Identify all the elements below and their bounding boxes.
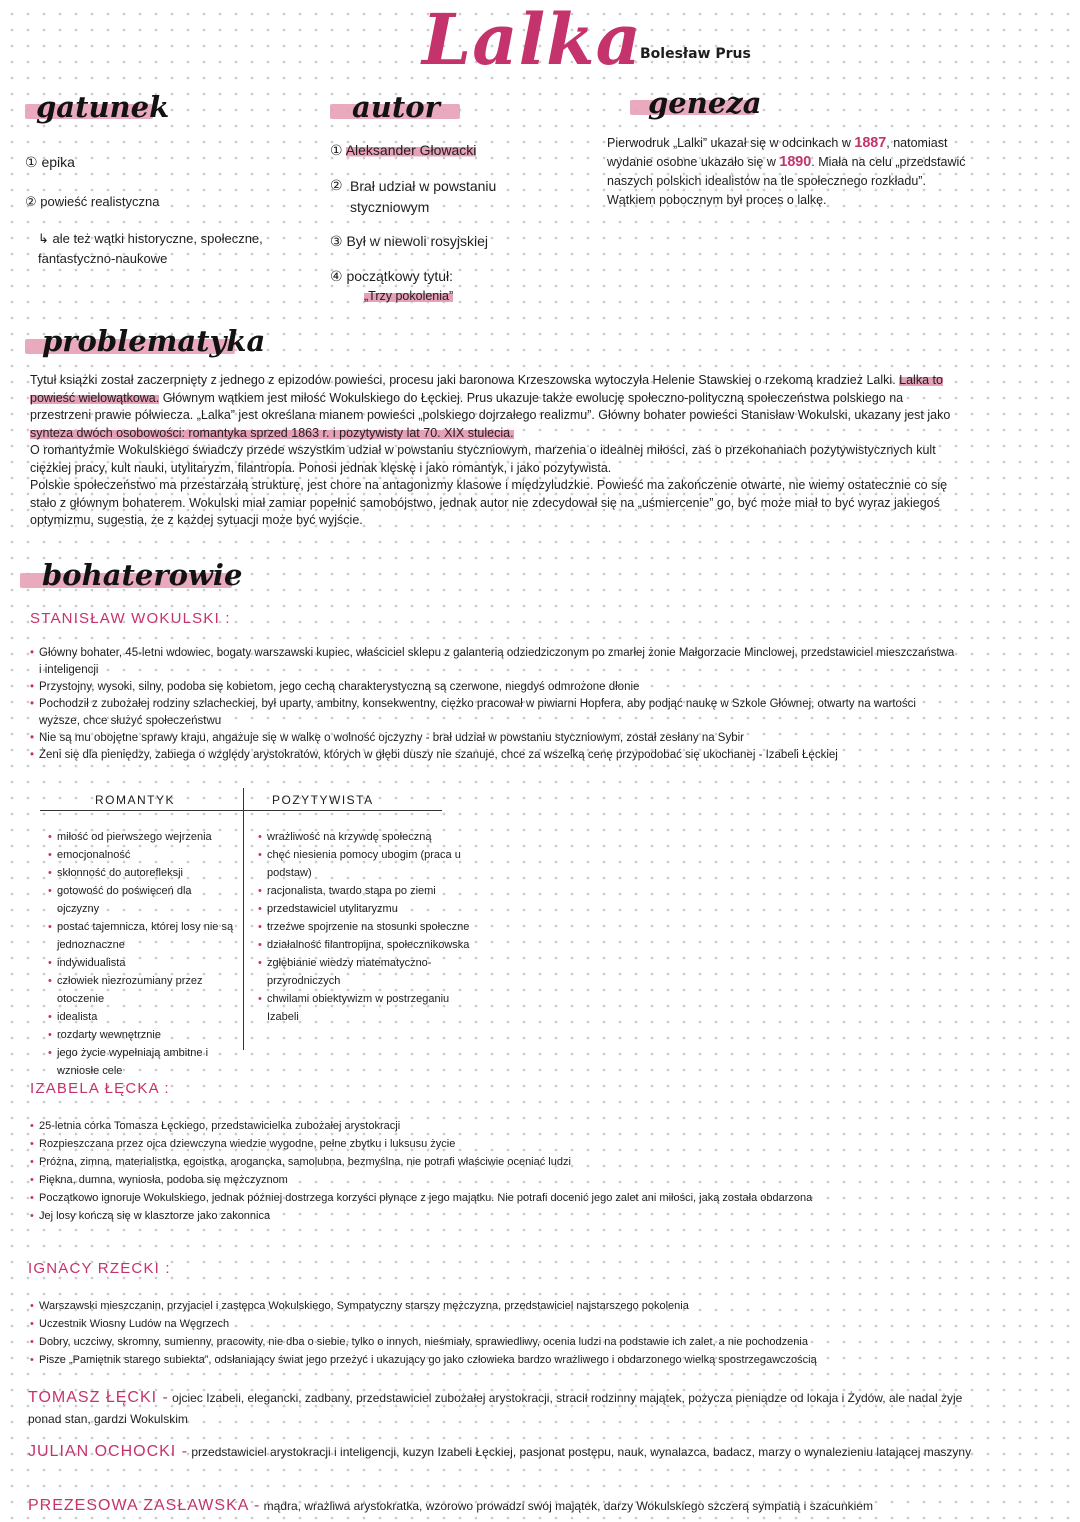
pozytywista-trait: • zgłębianie wiedzy matematyczno-przyrodniczych xyxy=(258,954,476,990)
author-subtitle: Bolesław Prus xyxy=(640,46,751,62)
author-fact: Był w niewoli rosyjskiej xyxy=(346,233,489,249)
genre-text: powieść realistyczna xyxy=(40,194,160,209)
text-segment: , natomiast wydanie osobne ukazało się w xyxy=(607,136,948,169)
romantyk-trait: • skłonność do autorefleksji xyxy=(48,864,236,882)
number-marker: ② xyxy=(25,195,37,210)
issues-text xyxy=(30,372,960,530)
number-marker: ③ xyxy=(330,234,343,250)
trait-item: • Nie są mu obojętne sprawy kraju, angażuje się w walkę o wolność ojczyzny - brał udział w powstaniu styczniowym, został zesłany na Sybir xyxy=(30,730,960,747)
character-description: ojciec Izabeli, elegancki, zadbany, przedstawiciel zubożałej arystokracji, stracił rodzinny majątek, pożycza pieniądze od lokaja i Żydów, ale nadal żyje ponad stan, gardzi Wokulskim xyxy=(28,1391,963,1426)
author-item xyxy=(330,140,476,161)
issues-paragraph xyxy=(30,477,960,530)
author-fact: Brał udział w powstaniu styczniowym xyxy=(350,178,497,215)
number-marker: ④ xyxy=(330,269,343,285)
genre-item xyxy=(25,192,160,213)
genesis-paragraph xyxy=(607,134,975,210)
romantyk-traits xyxy=(48,828,236,1080)
pozytywista-traits xyxy=(258,828,476,1026)
character-name-ochocki: JULIAN OCHOCKI - xyxy=(28,1443,189,1460)
wokulski-traits xyxy=(30,645,960,764)
trait-item: • 25-letnia córka Tomasza Łęckiego, przedstawicielka zubożałej arystokracji xyxy=(30,1117,990,1135)
pozytywista-trait: • trzeźwe spojrzenie na stosunki społeczne xyxy=(258,918,476,936)
accent-number: 1890 xyxy=(779,154,812,170)
highlighted-phrase: synteza dwóch osobowości: romantyka sprzed 1863 r. i pozytywisty lat 70. XIX stulecia. xyxy=(30,425,514,440)
column-header-pozytywista: POZYTYWISTA xyxy=(272,793,374,807)
trait-item: • Rozpieszczana przez ojca dziewczyna wiedzie wygodne, pełne zbytku i luksusu życie xyxy=(30,1135,990,1153)
pozytywista-trait: • wrażliwość na krzywdę społeczną xyxy=(258,828,476,846)
character-name-rzecki: IGNACY RZECKI : xyxy=(28,1260,171,1277)
pozytywista-trait: • działalność filantropijna, społecznikowska xyxy=(258,936,476,954)
character-name-zaslawska: PREZESOWA ZASŁAWSKA - xyxy=(28,1497,261,1514)
romantyk-trait: • gotowość do poświęceń dla ojczyzny xyxy=(48,882,236,918)
author-item xyxy=(330,176,530,218)
trait-item: • Początkowo ignoruje Wokulskiego, jednak później dostrzega korzyści płynące z jego majątku. Nie potrafi docenić jego zalet ani miłości, jaką została obdarzona xyxy=(30,1189,990,1207)
trait-item: • Pochodził z zubożałej rodziny szlacheckiej, był uparty, ambitny, konsekwentny, ciężko pracował w piwiarni Hopfera, aby podjąć naukę w Szkole Głównej, otwarty na wartości wyższe, chce służyć społeczeństwu xyxy=(30,696,960,730)
author-item xyxy=(330,231,488,252)
trait-item: • Główny bohater, 45-letni wdowiec, bogaty warszawski kupiec, właściciel sklepu z galanterią odziedziczonym po zmarłej żonie Małgorzacie Minclowej, przedstawiciel mieszczaństwa i inteligencji xyxy=(30,645,960,679)
trait-item: • Warszawski mieszczanin, przyjaciel i zastępca Wokulskiego. Sympatyczny starszy mężczyzna, przedstawiciel najstarszego pokolenia xyxy=(30,1297,1040,1315)
text-segment: Polskie społeczeństwo ma przestarzałą strukturę, jest chore na antagonizmy klasowe i międzyludzkie. Powieść ma zakończenie otwarte, nie wiemy ostatecznie co się stało z głównym bohaterem. Wokulski miał zamiar popełnić samobójstwo, jednak autor nie zdecydował się na „uśmiercenie” go, być może miał to być wyraz jakiegoś optymizmu, sugestia, że z każdej sytuacji może być wyjście. xyxy=(30,478,948,527)
romantyk-trait: • indywidualista xyxy=(48,954,236,972)
text-segment: Tytuł książki został zaczerpnięty z jednego z epizodów powieści, procesu jaki baronowa Krzeszowska wytoczyła Helenie Stawskiej o rzekomą kradzież Lalki. xyxy=(30,373,900,387)
trait-item: • Próżna, zimna, materialistka, egoistka, arogancka, samolubna, bezmyślna, nie potrafi właściwie oceniać ludzi xyxy=(30,1153,990,1171)
trait-item: • Jej losy kończą się w klasztorze jako zakonnica xyxy=(30,1207,990,1225)
number-marker: ① xyxy=(330,143,343,159)
character-name-tomasz: TOMASZ ŁĘCKI - xyxy=(28,1389,169,1406)
trait-item: • Żeni się dla pieniędzy, zabiega o względy arystokratów, których w głębi duszy nie szanuje, chce za wszelką cenę przypodobać się ukochanej - Izabeli Łęckiej xyxy=(30,747,960,764)
pozytywista-trait: • racjonalista, twardo stąpa po ziemi xyxy=(258,882,476,900)
romantyk-trait: • emocjonalność xyxy=(48,846,236,864)
number-marker: ② xyxy=(330,178,343,194)
issues-paragraph xyxy=(30,442,960,477)
romantyk-trait: • człowiek niezrozumiany przez otoczenie xyxy=(48,972,236,1008)
table-column-divider xyxy=(243,788,244,1050)
issues-paragraph xyxy=(30,372,960,442)
highlighted-phrase: Lalka to powieść wielowątkowa. xyxy=(30,373,943,405)
genre-text: epika xyxy=(41,154,75,170)
romantyk-trait: • postać tajemnicza, której losy nie są jednoznaczne xyxy=(48,918,236,954)
trait-item: • Piękna, dumna, wyniosła, podoba się mężczyznom xyxy=(30,1171,990,1189)
romantyk-trait: • idealista xyxy=(48,1008,236,1026)
text-segment: Głównym wątkiem jest miłość Wokulskiego do Łęckiej. Prus ukazuje także ewolucję społeczno-polityczną społeczeństwa polskiego na przestrzeni prawie półwiecza. „Lalka” jest określana mianem powieści „polskiego dojrzałego realizmu”. Główny bohater powieści Stanisław Wokulski, ukazany jest jako xyxy=(30,390,951,422)
section-heading-bohaterowie: bohaterowie xyxy=(42,558,243,592)
text-segment: . Miała na celu „przedstawić naszych polskich idealistów na tle społecznego rozkładu”. Wątkiem pobocznym był proces o lalkę. xyxy=(607,155,966,207)
character-tomasz xyxy=(28,1387,988,1430)
trait-item: • Dobry, uczciwy, skromny, sumienny, pracowity, nie dba o siebie, tylko o innych, nieśmiały, sprawiedliwy, ocenia ludzi na podstawie ich zalet, a nie pochodzenia xyxy=(30,1333,1040,1351)
character-name-wokulski: STANISŁAW WOKULSKI : xyxy=(30,610,231,627)
romantyk-trait: • jego życie wypełniają ambitne i wzniosłe cele xyxy=(48,1044,236,1080)
character-zaslawska xyxy=(28,1495,1058,1517)
character-name-izabela: IZABELA ŁĘCKA : xyxy=(30,1080,170,1097)
pozytywista-trait: • chwilami obiektywizm w postrzeganiu Izabeli xyxy=(258,990,476,1026)
genre-item xyxy=(25,152,75,173)
section-heading-gatunek: gatunek xyxy=(36,90,170,124)
genre-note: ↳ ale też wątki historyczne, społeczne, fantastyczno-naukowe xyxy=(38,231,263,266)
page-title: Lalka xyxy=(422,0,643,81)
izabela-traits xyxy=(30,1117,990,1225)
author-real-name: Aleksander Głowacki xyxy=(345,142,477,158)
trait-item: • Pisze „Pamiętnik starego subiekta”, odsłaniający świat jego przeżyć i ukazujący go jako człowieka bardzo wrażliwego i obdarzonego wielką spostrzegawczością xyxy=(30,1351,1040,1369)
pozytywista-trait: • chęć niesienia pomocy ubogim (praca u podstaw) xyxy=(258,846,476,882)
accent-number: 1887 xyxy=(854,135,887,151)
character-description: przedstawiciel arystokracji i inteligencji, kuzyn Izabeli Łęckiej, pasjonat postępu, nauk, wynalazca, badacz, marzy o wynalezieniu latającej maszyny xyxy=(188,1445,972,1459)
trait-item: • Przystojny, wysoki, silny, podoba się kobietom, jego cechą charakterystyczną są czerwone, niegdyś odmrożone dłonie xyxy=(30,679,960,696)
original-title xyxy=(364,287,453,305)
table-header-divider xyxy=(40,810,442,811)
text-segment: Pierwodruk „Lalki” ukazał się w odcinkach w xyxy=(607,136,855,150)
number-marker: ① xyxy=(25,155,38,171)
rzecki-traits xyxy=(30,1297,1040,1369)
romantyk-trait: • miłość od pierwszego wejrzenia xyxy=(48,828,236,846)
author-item xyxy=(330,266,453,287)
section-heading-problematyka: problematyka xyxy=(42,324,266,358)
section-heading-geneza: geneza xyxy=(648,86,762,120)
character-ochocki xyxy=(28,1441,988,1463)
pozytywista-trait: • przedstawiciel utylitaryzmu xyxy=(258,900,476,918)
romantyk-trait: • rozdarty wewnętrznie xyxy=(48,1026,236,1044)
character-description: mądra, wrażliwa arystokratka, wzorowo prowadzi swój majątek, darzy Wokulskiego szczerą sympatią i szacunkiem xyxy=(260,1499,873,1513)
original-title-text: „Trzy pokolenia” xyxy=(364,289,454,303)
section-heading-autor: autor xyxy=(352,90,440,124)
text-segment: O romantyźmie Wokulskiego świadczy przede wszystkim udział w powstaniu styczniowym, marzenia o idealnej miłości, zaś o przekonaniach pozytywistycznych kult ciężkiej pracy, kult nauki, utylitaryzm, filantropia. Ponosi jednak klęskę i jako romantyk, i jako pozytywista. xyxy=(30,443,936,475)
column-header-romantyk: ROMANTYK xyxy=(95,793,176,807)
trait-item: • Uczestnik Wiosny Ludów na Węgrzech xyxy=(30,1315,1040,1333)
original-title-label: początkowy tytuł: xyxy=(346,268,454,284)
